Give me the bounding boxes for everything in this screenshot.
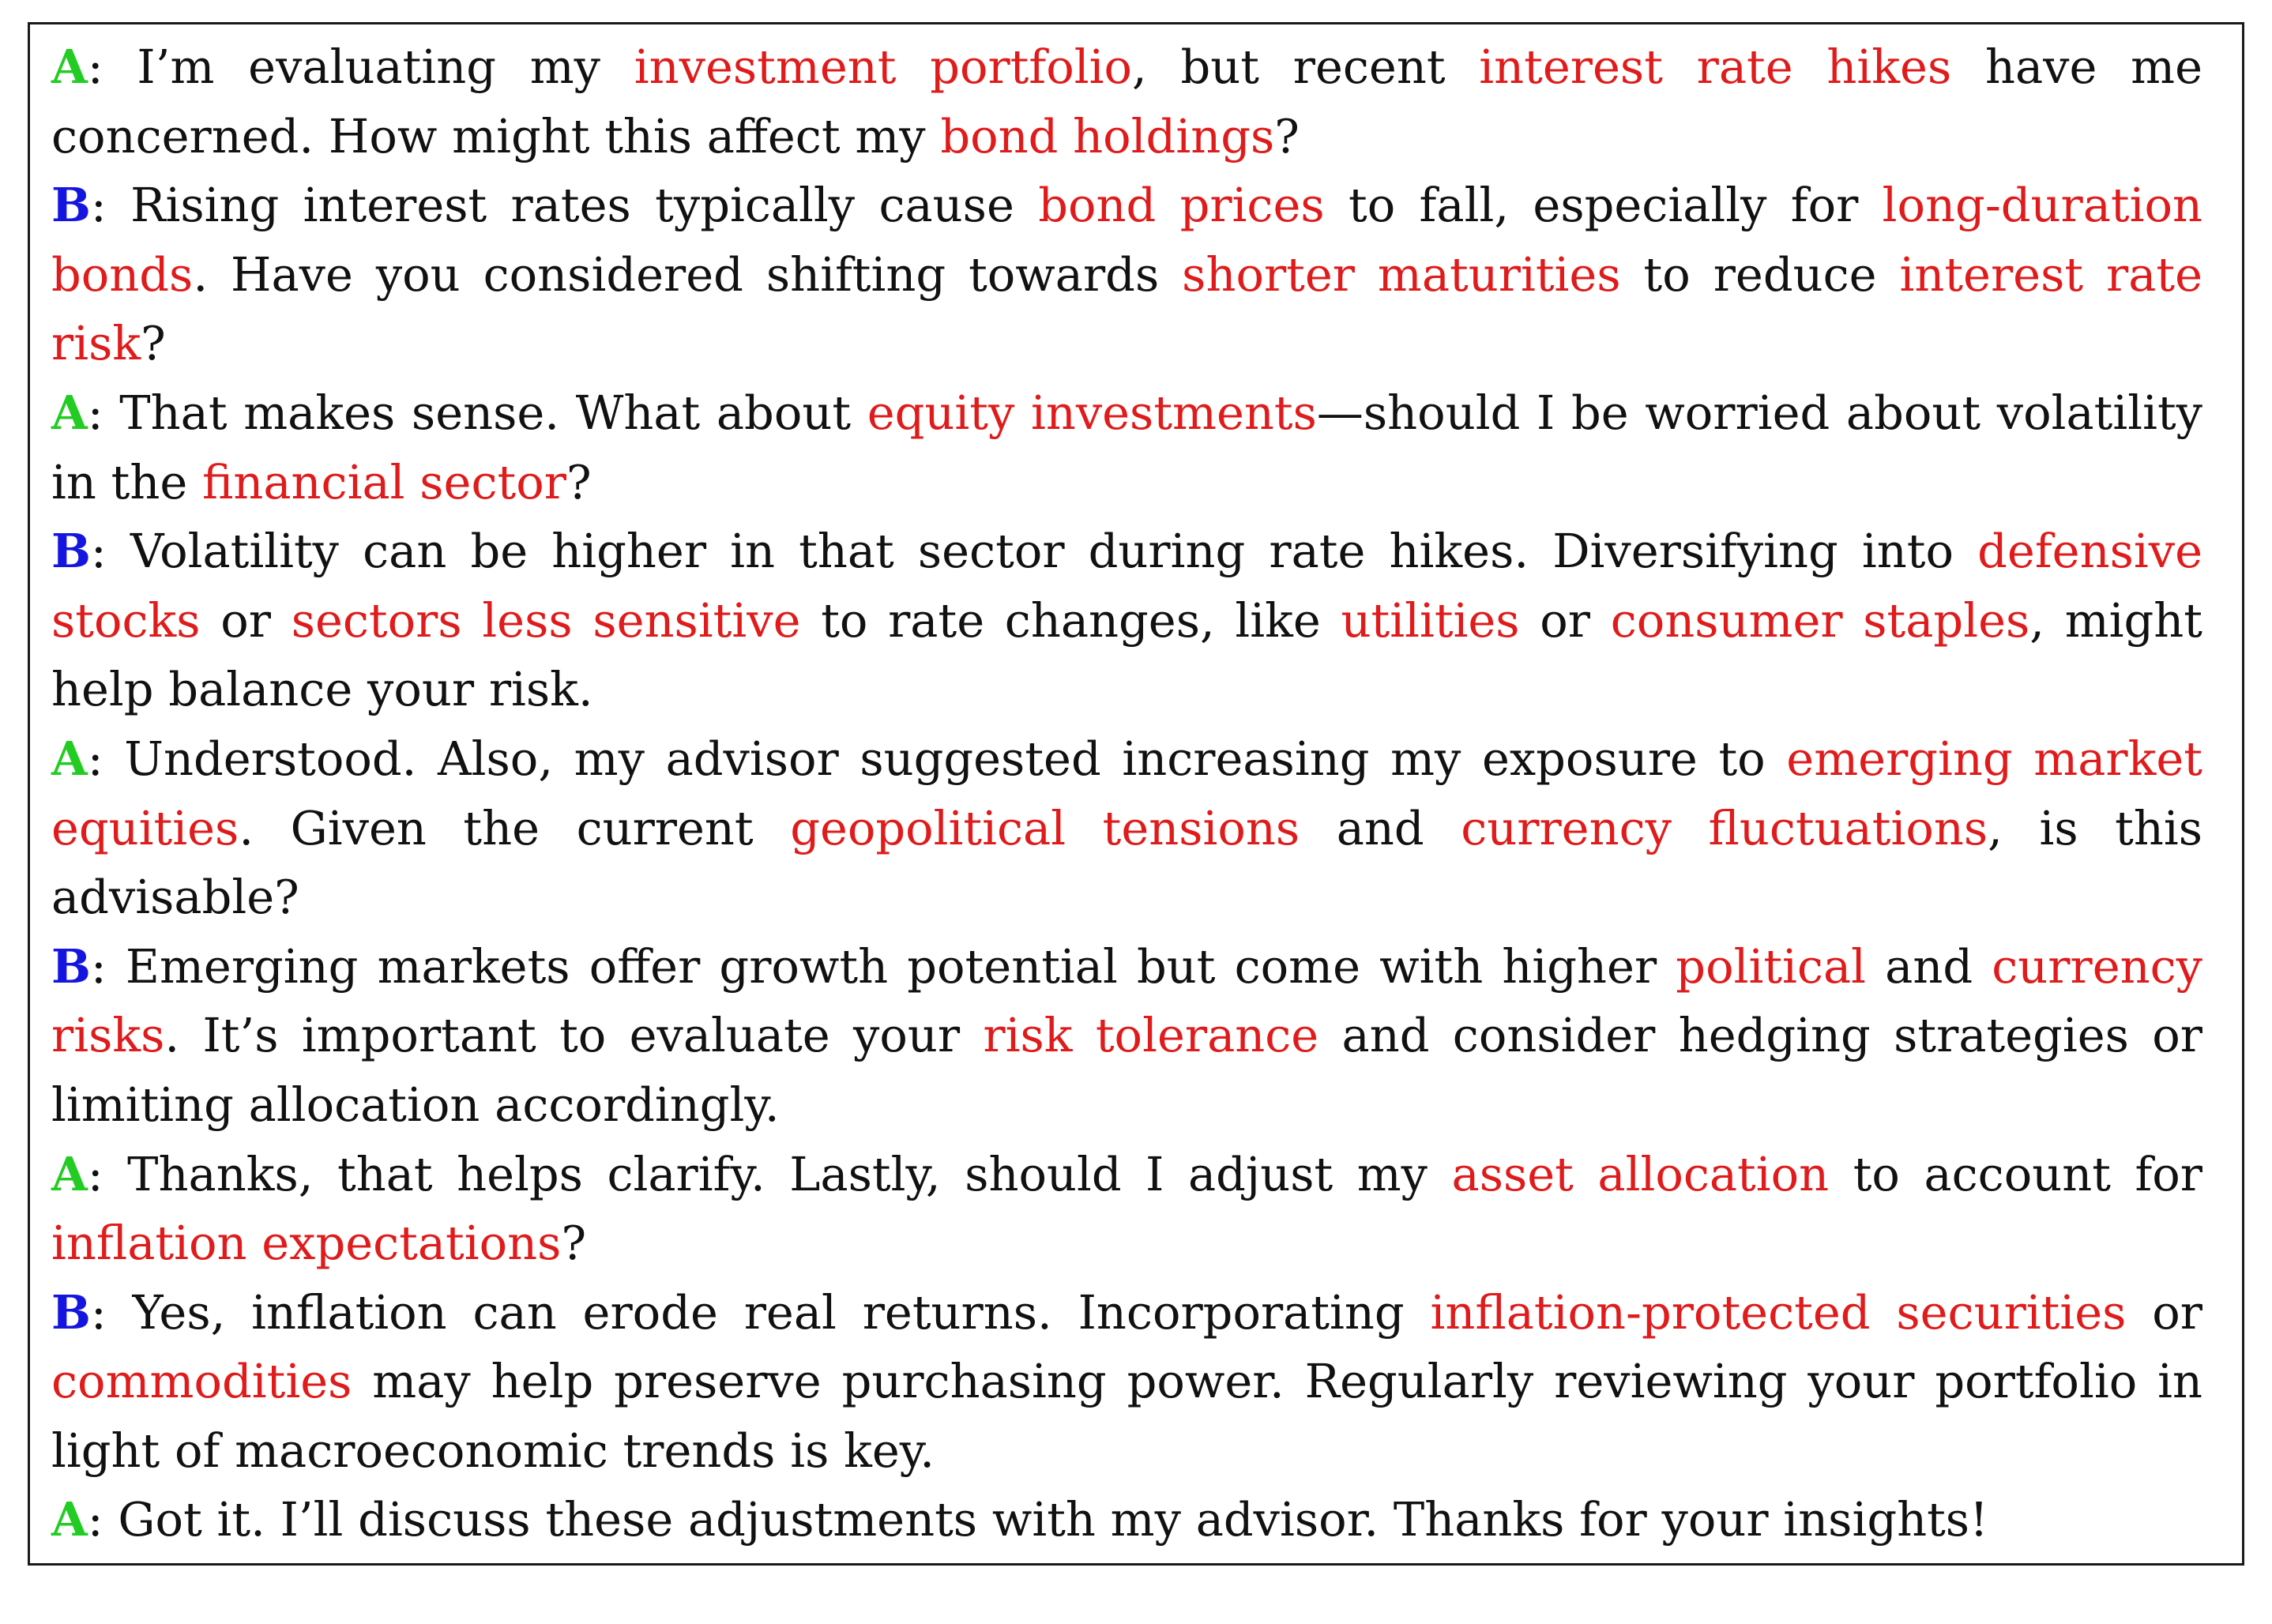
speaker-label-b: B (51, 1284, 91, 1340)
highlighted-term: shorter maturities (1182, 246, 1621, 302)
highlighted-term: risk tolerance (983, 1008, 1319, 1063)
speaker-label-a: A (51, 39, 88, 94)
dialogue-text: : I’m evaluating my (87, 39, 634, 94)
dialogue-text: , but recent (1132, 39, 1480, 94)
dialogue-text: and (1300, 800, 1461, 855)
highlighted-term: political (1676, 938, 1866, 994)
speaker-label-a: A (51, 1146, 88, 1201)
highlighted-term: asset allocation (1451, 1146, 1830, 1201)
dialogue-text: or (200, 592, 292, 648)
dialogue-text: or (2126, 1284, 2202, 1340)
dialogue-text: : Rising interest rates typically cause (90, 178, 1039, 233)
dialogue-turn (51, 171, 2202, 378)
dialogue-text: and consider hedging strategies or limiting allocation accordingly. (51, 1008, 2202, 1132)
dialogue-text: , might help balance your risk. (51, 592, 2203, 717)
dialogue-turn (51, 932, 2202, 1140)
speaker-label-b: B (51, 524, 91, 579)
dialogue-text: ? (1274, 108, 1300, 164)
highlighted-term: currency risks (51, 938, 2202, 1063)
highlighted-term: inflation expectations (51, 1216, 562, 1271)
dialogue-text: . Have you considered shifting towards (193, 246, 1183, 302)
highlighted-term: consumer staples (1610, 592, 2030, 648)
dialogue-box (28, 22, 2244, 1566)
highlighted-term: currency fluctuations (1461, 800, 1988, 855)
dialogue-text: : Understood. Also, my advisor suggested increasing my exposure to (87, 731, 1787, 786)
highlighted-term: emerging market equities (51, 731, 2202, 855)
dialogue-turn (51, 32, 2202, 171)
dialogue-text: to fall, especially for (1324, 178, 1883, 233)
dialogue-turn (51, 378, 2202, 517)
speaker-label-a: A (51, 731, 88, 786)
highlighted-term: financial sector (202, 454, 566, 509)
dialogue-turn (51, 517, 2202, 724)
dialogue-text: . Given the current (239, 800, 791, 855)
highlighted-term: geopolitical tensions (790, 800, 1300, 855)
dialogue-text: , is this advisable? (51, 800, 2203, 925)
dialogue-text: ? (141, 316, 166, 371)
highlighted-term: investment portfolio (634, 39, 1133, 94)
highlighted-term: interest rate risk (51, 246, 2203, 371)
highlighted-term: interest rate hikes (1479, 39, 1952, 94)
dialogue-text: : Got it. I’ll discuss these adjustments with my advisor. Thanks for your insights! (87, 1492, 1988, 1547)
dialogue-text: to rate changes, like (800, 592, 1341, 648)
highlighted-term: long-duration bonds (51, 178, 2203, 302)
dialogue-text: . It’s important to evaluate your (164, 1008, 984, 1063)
dialogue-turn (51, 1278, 2202, 1486)
dialogue-text: : Thanks, that helps clarify. Lastly, should I adjust my (87, 1146, 1452, 1201)
dialogue-text: or (1519, 592, 1611, 648)
dialogue-text: —should I be worried about volatility in the (51, 385, 2202, 509)
dialogue-text: to reduce (1620, 246, 1900, 302)
dialogue-text: and (1866, 938, 1992, 994)
dialogue-turn (51, 1140, 2202, 1278)
dialogue-turn (51, 1485, 2202, 1554)
dialogue-text: : That makes sense. What about (87, 385, 867, 440)
highlighted-term: sectors less sensitive (291, 592, 801, 648)
dialogue-text: to account for (1829, 1146, 2203, 1201)
highlighted-term: equity investments (867, 385, 1317, 440)
highlighted-term: commodities (51, 1354, 352, 1409)
speaker-label-a: A (51, 1492, 88, 1547)
dialogue-text: : Yes, inflation can erode real returns. Incorporating (90, 1284, 1431, 1340)
highlighted-term: utilities (1341, 592, 1520, 648)
speaker-label-a: A (51, 385, 88, 440)
dialogue-text: ? (566, 454, 592, 509)
dialogue-text: have me concerned. How might this affect my (51, 39, 2203, 164)
dialogue-text: ? (561, 1216, 587, 1271)
dialogue-text: : Volatility can be higher in that sector during rate hikes. Diversifying into (90, 524, 1978, 579)
highlighted-term: bond holdings (940, 108, 1275, 164)
speaker-label-b: B (51, 938, 91, 994)
dialogue-turn (51, 724, 2202, 932)
highlighted-term: defensive stocks (51, 524, 2202, 648)
highlighted-term: inflation-protected securities (1430, 1284, 2127, 1340)
speaker-label-b: B (51, 178, 91, 233)
highlighted-term: bond prices (1038, 178, 1325, 233)
dialogue-text: : Emerging markets offer growth potential but come with higher (90, 938, 1676, 994)
dialogue-text: may help preserve purchasing power. Regularly reviewing your portfolio in light of macroeconomic trends is key. (51, 1354, 2202, 1478)
